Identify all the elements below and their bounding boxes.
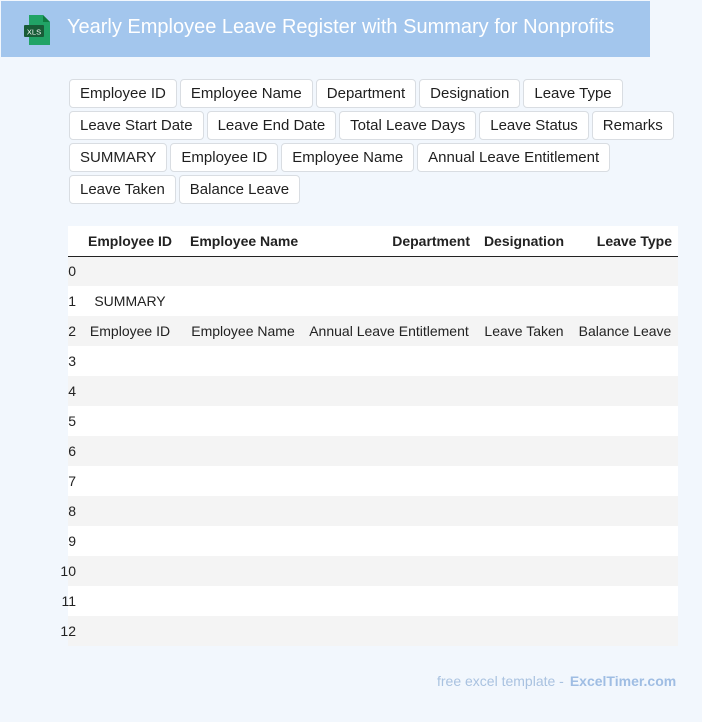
table-cell[interactable]: [572, 526, 678, 556]
table-row: [68, 346, 678, 376]
table-cell[interactable]: [476, 466, 572, 496]
row-number: 9: [68, 533, 76, 549]
chip-employee-name[interactable]: Employee Name: [180, 79, 313, 108]
footer-text: free excel template -: [437, 673, 564, 689]
table-cell[interactable]: [302, 256, 476, 286]
table-cell[interactable]: [302, 406, 476, 436]
chip-row: [69, 143, 669, 172]
table-cell[interactable]: [572, 256, 678, 286]
table-cell[interactable]: [76, 406, 184, 436]
table-cell[interactable]: [76, 556, 184, 586]
chip-summary[interactable]: SUMMARY: [69, 143, 167, 172]
table-cell[interactable]: [476, 526, 572, 556]
table-cell[interactable]: [572, 556, 678, 586]
table-cell[interactable]: [184, 256, 302, 286]
table-cell[interactable]: [184, 346, 302, 376]
column-header[interactable]: Employee ID: [76, 226, 184, 256]
table-cell[interactable]: [476, 256, 572, 286]
row-number: 0: [68, 263, 76, 280]
table-cell[interactable]: [76, 346, 184, 376]
table-row: [68, 406, 678, 436]
table-cell[interactable]: [184, 526, 302, 556]
table-cell[interactable]: [76, 256, 184, 286]
row-number: 3: [68, 353, 76, 369]
table-cell[interactable]: [572, 376, 678, 406]
table-row: [68, 376, 678, 406]
table-cell[interactable]: [184, 406, 302, 436]
spreadsheet-preview: [60, 226, 678, 646]
chip-leave-status[interactable]: Leave Status: [479, 111, 589, 140]
table-cell[interactable]: [572, 406, 678, 436]
column-header[interactable]: Employee Name: [184, 226, 302, 256]
table-cell[interactable]: [184, 436, 302, 466]
table-cell[interactable]: [76, 376, 184, 406]
row-number: 4: [68, 383, 76, 399]
table-row: [68, 586, 678, 616]
table-cell[interactable]: [76, 496, 184, 526]
row-number: 7: [68, 473, 76, 489]
chip-row: [69, 175, 669, 204]
table-cell[interactable]: [184, 586, 302, 616]
table-cell[interactable]: Employee ID: [89, 323, 171, 339]
table-body: [60, 256, 678, 646]
xls-file-icon: [23, 14, 51, 46]
row-number-header: [68, 226, 76, 256]
table-cell[interactable]: [476, 586, 572, 616]
row-number: 10: [60, 563, 76, 579]
table-row: [68, 496, 678, 526]
table-cell[interactable]: [76, 616, 184, 646]
chip-annual-leave-entitlement[interactable]: Annual Leave Entitlement: [417, 143, 610, 172]
table-row: [68, 256, 678, 286]
table-cell[interactable]: [572, 286, 678, 316]
table-cell[interactable]: [476, 616, 572, 646]
table-cell[interactable]: [572, 586, 678, 616]
table-row: [68, 616, 678, 646]
table-cell[interactable]: SUMMARY: [94, 293, 166, 309]
table-row: [68, 466, 678, 496]
table-cell[interactable]: [76, 466, 184, 496]
table-cell[interactable]: [572, 466, 678, 496]
table-cell[interactable]: [184, 376, 302, 406]
row-number: 11: [61, 593, 76, 609]
table-cell[interactable]: [76, 436, 184, 466]
table-cell[interactable]: [302, 346, 476, 376]
table-cell[interactable]: [302, 286, 476, 316]
table-cell[interactable]: [76, 586, 184, 616]
chip-department[interactable]: Department: [316, 79, 416, 108]
table-cell[interactable]: Annual Leave Entitlement: [309, 323, 469, 339]
chip-summary-employee-id[interactable]: Employee ID: [170, 143, 278, 172]
row-number: 12: [60, 623, 76, 639]
table-cell[interactable]: [302, 496, 476, 526]
column-header[interactable]: Department: [302, 226, 476, 256]
footer-brand-link[interactable]: ExcelTimer.com: [569, 673, 677, 689]
table-cell[interactable]: [302, 466, 476, 496]
table-header-row: [68, 226, 678, 256]
table-cell[interactable]: [302, 526, 476, 556]
table-cell[interactable]: [476, 556, 572, 586]
table-row: [68, 286, 678, 316]
chip-leave-start-date[interactable]: Leave Start Date: [69, 111, 204, 140]
table-row: [68, 556, 678, 586]
row-number: 1: [68, 293, 76, 309]
chip-summary-employee-name[interactable]: Employee Name: [281, 143, 414, 172]
chip-balance-leave[interactable]: Balance Leave: [179, 175, 300, 204]
chip-designation[interactable]: Designation: [419, 79, 520, 108]
table-cell[interactable]: [184, 496, 302, 526]
table-cell[interactable]: [76, 526, 184, 556]
table-cell[interactable]: [302, 586, 476, 616]
table-cell[interactable]: Balance Leave: [578, 323, 672, 339]
chip-remarks[interactable]: Remarks: [592, 111, 674, 140]
table-cell[interactable]: [476, 286, 572, 316]
table-cell[interactable]: [184, 616, 302, 646]
column-header[interactable]: Leave Type: [572, 226, 678, 256]
table-cell[interactable]: [572, 436, 678, 466]
row-number: 8: [68, 503, 76, 519]
table-cell[interactable]: [302, 556, 476, 586]
row-number: 2: [68, 323, 76, 339]
title-bar: [1, 1, 650, 57]
table-cell[interactable]: [572, 616, 678, 646]
table-cell[interactable]: [572, 496, 678, 526]
table-cell[interactable]: [184, 286, 302, 316]
field-chips: [69, 79, 669, 207]
chip-row: [69, 79, 669, 108]
table-cell[interactable]: [302, 436, 476, 466]
table-cell[interactable]: Leave Taken: [484, 323, 564, 339]
table-row: [68, 526, 678, 556]
table-cell[interactable]: [184, 556, 302, 586]
table-cell[interactable]: [476, 406, 572, 436]
table-row: [68, 316, 678, 346]
chip-leave-type[interactable]: Leave Type: [523, 79, 622, 108]
chip-leave-end-date[interactable]: Leave End Date: [207, 111, 337, 140]
table-cell[interactable]: [302, 616, 476, 646]
column-header[interactable]: Designation: [476, 226, 572, 256]
table-cell[interactable]: [476, 376, 572, 406]
table-cell[interactable]: [184, 466, 302, 496]
table-cell[interactable]: [476, 346, 572, 376]
page-title: Yearly Employee Leave Register with Summary for Nonprofits: [67, 16, 615, 38]
svg-text:XLS: XLS: [26, 27, 42, 37]
row-number: 5: [68, 413, 76, 429]
footer-credit: [437, 673, 676, 689]
table-cell[interactable]: [476, 496, 572, 526]
chip-row: [69, 111, 669, 140]
chip-leave-taken[interactable]: Leave Taken: [69, 175, 176, 204]
table-cell[interactable]: [302, 376, 476, 406]
row-number: 6: [68, 443, 76, 459]
chip-total-leave-days[interactable]: Total Leave Days: [339, 111, 476, 140]
table-cell[interactable]: [476, 436, 572, 466]
leave-table: [60, 226, 678, 646]
table-cell[interactable]: Employee Name: [191, 323, 295, 339]
chip-employee-id[interactable]: Employee ID: [69, 79, 177, 108]
table-cell[interactable]: [572, 346, 678, 376]
table-row: [68, 436, 678, 466]
